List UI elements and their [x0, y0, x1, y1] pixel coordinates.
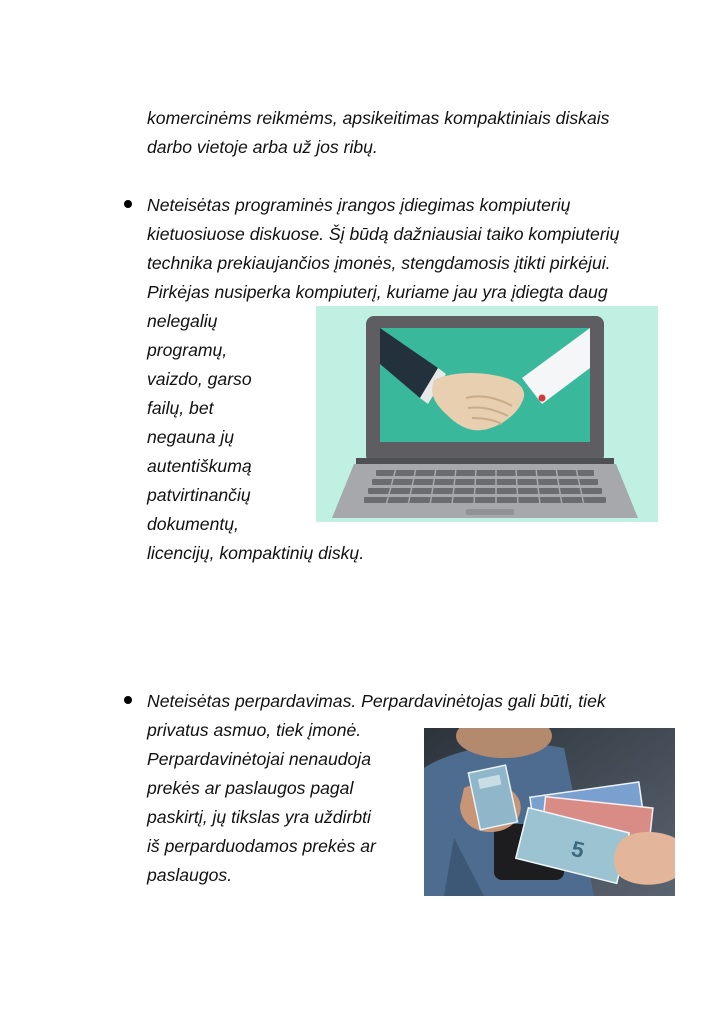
bullet1-line: nelegalių: [147, 311, 218, 331]
bullet2-line: privatus asmuo, tiek įmonė.: [147, 720, 362, 740]
bullet1-line: negauna jų: [147, 427, 235, 447]
bullet2-line: paslaugos.: [147, 865, 233, 885]
bullet1-line: Neteisėtas programinės įrangos įdiegimas kompiuterių: [147, 195, 571, 215]
bullet2-line: Neteisėtas perpardavimas. Perpardavinėtojas gali būti, tiek: [147, 691, 606, 711]
cufflink-icon: [539, 395, 546, 402]
bullet2-line: iš perparduodamos prekės ar: [147, 836, 376, 856]
euro-banknotes-photo: [424, 728, 675, 896]
bullet2-line: paskirtį, jų tikslas yra uždirbti: [147, 807, 371, 827]
bullet1-line: technika prekiaujančios įmonės, stengdamosis įtikti pirkėjui.: [147, 253, 611, 273]
bullet1-line: vaizdo, garso: [147, 369, 252, 389]
touchpad: [466, 509, 514, 515]
intro-line: komercinėms reikmėms, apsikeitimas kompaktiniais diskais: [147, 108, 610, 128]
bullet-marker: [124, 200, 132, 208]
bullet2-line: Perpardavinėtojai nenaudoja: [147, 749, 372, 769]
bullet1-line: autentiškumą: [147, 456, 252, 476]
bullet1-line: patvirtinančių: [147, 485, 251, 505]
bullet-marker: [124, 696, 132, 704]
bullet1-line: licencijų, kompaktinių diskų.: [147, 543, 365, 563]
bullet1-line: Pirkėjas nusiperka kompiuterį, kuriame jau yra įdiegta daug: [147, 282, 608, 302]
bullet1-line: dokumentų,: [147, 514, 239, 534]
bullet2-line: prekės ar paslaugos pagal: [147, 778, 354, 798]
laptop-handshake-illustration: [316, 306, 658, 522]
intro-line: darbo vietoje arba už jos ribų.: [147, 137, 378, 157]
bullet1-line: kietuosiuose diskuose. Šį būdą dažniausiai taiko kompiuterių: [147, 224, 620, 244]
right-hand: [614, 832, 675, 885]
bullet1-line: failų, bet: [147, 398, 214, 418]
bullet1-line: programų,: [147, 340, 228, 360]
svg-text:5: 5: [568, 835, 587, 864]
